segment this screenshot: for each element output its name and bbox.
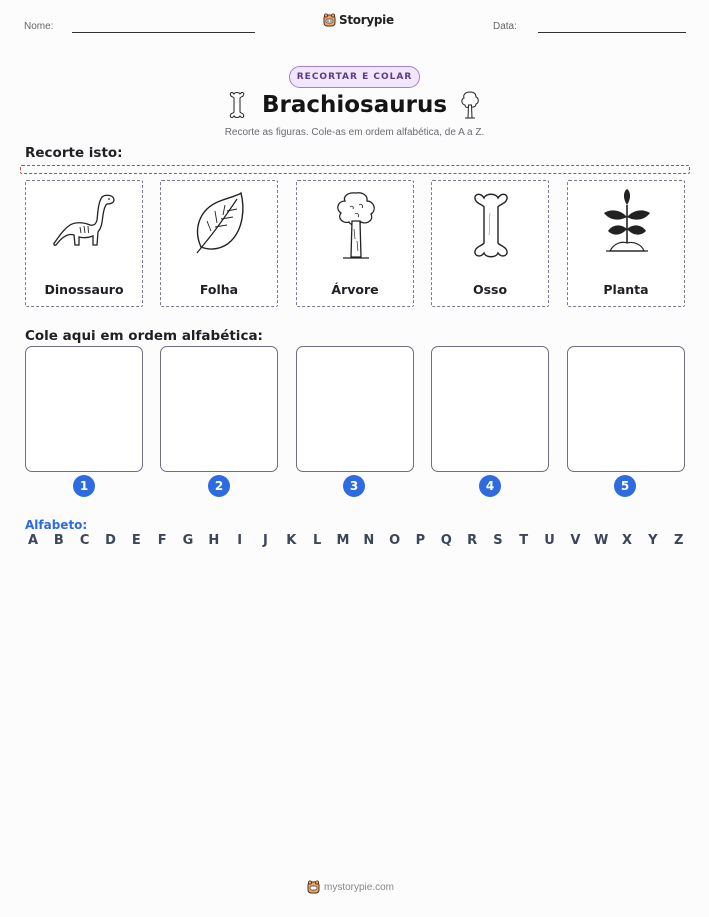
- cut-card-dinosaur[interactable]: [25, 180, 143, 307]
- alphabet-row: [25, 533, 687, 548]
- cut-line: [20, 165, 690, 174]
- card-label: Dinossauro: [44, 282, 124, 297]
- footer: [307, 880, 394, 894]
- dinosaur-icon: [50, 189, 120, 259]
- cut-heading: Recorte isto:: [25, 145, 123, 161]
- slot-number-badge: 4: [479, 475, 501, 497]
- card-label: Folha: [199, 282, 239, 297]
- alphabet-letter: V: [570, 533, 581, 548]
- alphabet-letter: P: [415, 533, 426, 548]
- alphabet-letter: M: [336, 533, 350, 548]
- alphabet-letter: J: [263, 533, 268, 548]
- instructions: Recorte as figuras. Cole-as em ordem alfabética, de A a Z.: [224, 127, 485, 138]
- slot-number-badge: 2: [208, 475, 230, 497]
- date-line: [538, 32, 686, 33]
- tree-icon: [459, 90, 481, 120]
- alphabet-letter: G: [182, 533, 194, 548]
- activity-type-badge: RECORTAR E COLAR: [289, 66, 420, 88]
- name-line: [72, 32, 255, 33]
- alphabet-letter: D: [105, 533, 116, 548]
- alphabet-letter: B: [53, 533, 64, 548]
- alphabet-letter: W: [594, 533, 609, 548]
- paste-slot-1[interactable]: [25, 346, 143, 472]
- slot-number-badge: 1: [73, 475, 95, 497]
- brand-logo: [323, 13, 394, 27]
- tree-icon: [321, 189, 391, 265]
- alphabet-letter: E: [131, 533, 141, 548]
- slot-number-badge: 5: [614, 475, 636, 497]
- plant-icon: [592, 189, 662, 259]
- alphabet-letter: Z: [673, 533, 684, 548]
- leaf-icon: [185, 189, 255, 259]
- alphabet-letter: S: [493, 533, 503, 548]
- alphabet-letter: O: [389, 533, 401, 548]
- alphabet-letter: Y: [648, 533, 658, 548]
- card-label: Árvore: [331, 282, 379, 297]
- storypie-mascot-icon: [323, 13, 336, 27]
- paste-slot-3[interactable]: [296, 346, 414, 472]
- alphabet-letter: A: [27, 533, 39, 548]
- alphabet-letter: L: [312, 533, 322, 548]
- alphabet-letter: U: [544, 533, 555, 548]
- paste-slot-2[interactable]: [160, 346, 278, 472]
- date-label: Data:: [493, 21, 517, 32]
- page-title: Brachiosaurus: [261, 92, 448, 118]
- cut-card-bone[interactable]: [431, 180, 549, 307]
- paste-slot-4[interactable]: [431, 346, 549, 472]
- card-label: Planta: [603, 282, 649, 297]
- storypie-mascot-icon: [307, 880, 320, 894]
- bone-icon: [456, 189, 526, 261]
- footer-url[interactable]: mystorypie.com: [324, 881, 395, 893]
- alphabet-heading: Alfabeto:: [25, 518, 88, 532]
- card-label: Osso: [472, 282, 508, 297]
- cut-card-plant[interactable]: [567, 180, 685, 307]
- cut-card-leaf[interactable]: [160, 180, 278, 307]
- name-label: Nome:: [24, 21, 54, 32]
- paste-slot-5[interactable]: [567, 346, 685, 472]
- alphabet-letter: Q: [440, 533, 452, 548]
- brand-name: Storypie: [339, 13, 394, 27]
- alphabet-letter: H: [208, 533, 220, 548]
- alphabet-letter: C: [79, 533, 90, 548]
- slot-number-badge: 3: [343, 475, 365, 497]
- alphabet-letter: X: [622, 533, 633, 548]
- alphabet-letter: R: [467, 533, 478, 548]
- paste-heading: Cole aqui em ordem alfabética:: [25, 328, 263, 344]
- alphabet-letter: N: [363, 533, 375, 548]
- alphabet-letter: T: [519, 533, 529, 548]
- alphabet-letter: F: [157, 533, 167, 548]
- cut-card-tree[interactable]: [296, 180, 414, 307]
- alphabet-letter: K: [286, 533, 297, 548]
- alphabet-letter: I: [237, 533, 243, 548]
